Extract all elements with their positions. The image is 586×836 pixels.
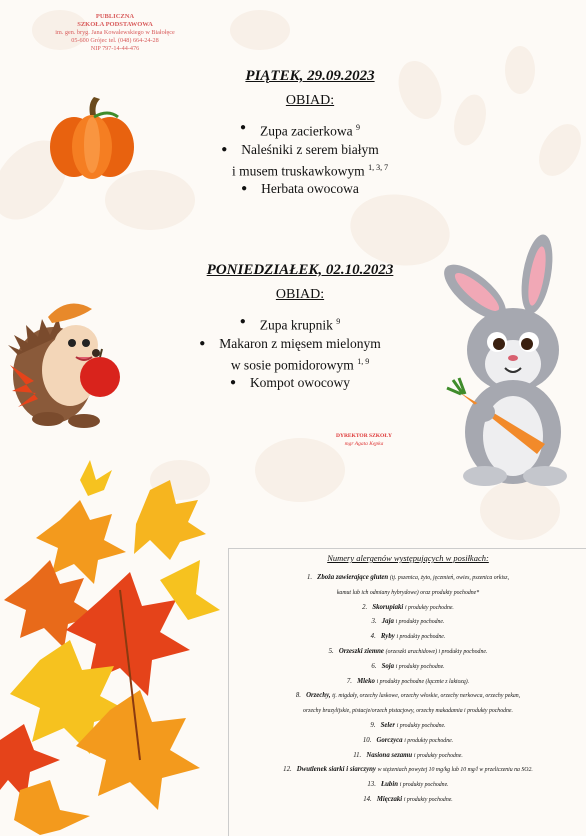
allergen-name: Skorupiaki — [372, 603, 404, 611]
allergen-item — [229, 734, 586, 749]
allergen-description: i produkty pochodne. — [396, 722, 446, 729]
day1-section — [170, 68, 450, 198]
allergen-description: i produkty pochodne. — [405, 604, 454, 611]
allergen-name: Jaja — [381, 618, 394, 626]
menu-item: ● Kompot owocowy — [229, 375, 351, 390]
bullet-icon: ● — [221, 143, 228, 155]
hedgehog-icon — [8, 295, 123, 435]
allergen-number: 14. — [363, 795, 372, 803]
allergen-name: Łubin — [381, 781, 398, 789]
allergen-number: 6. — [371, 662, 377, 670]
allergen-name: Gorczyca — [376, 736, 403, 744]
allergen-number: 4. — [370, 633, 376, 641]
allergen-description: (tj. pszenica, żyto, jęczmień, owies, pszenica orkisz, — [389, 575, 510, 581]
allergen-item — [229, 571, 586, 586]
director-signature — [300, 432, 428, 448]
menu-item: ● Makaron z mięsem mielonym — [199, 335, 381, 351]
allergen-list — [229, 571, 586, 808]
allergen-item — [229, 719, 586, 734]
stamp-line-2: SZKOŁA PODSTAWOWA — [77, 21, 153, 28]
allergen-item — [229, 793, 586, 808]
allergen-name: Orzeszki ziemne — [338, 647, 384, 655]
allergen-name: Nasiona sezamu — [366, 751, 413, 759]
bullet-icon: ● — [239, 316, 246, 327]
menu-item: w sosie pomidorowym $^{1, 9}$ — [230, 356, 370, 372]
menu-item: ● Zupa zacierkowa $^9$ — [170, 119, 450, 141]
allergen-number: 11. — [353, 751, 362, 759]
day2-meal-label: OBIAD: — [275, 287, 325, 302]
bullet-icon: ● — [241, 183, 248, 194]
allergen-description: i produkty pochodne. — [395, 663, 445, 670]
allergen-number: 8. — [295, 692, 301, 700]
allergen-legend — [228, 548, 586, 836]
allergen-item — [229, 645, 586, 660]
allergen-item — [229, 630, 586, 645]
allergen-name: Orzechy, — [306, 692, 331, 700]
allergen-number: 5. — [328, 647, 334, 655]
pumpkin-icon — [48, 95, 136, 183]
allergen-item — [229, 704, 586, 719]
stamp-line-5: NIP 797-14-44-476 — [90, 45, 140, 52]
allergen-item — [229, 660, 586, 675]
allergen-number: 3. — [371, 618, 377, 626]
director-title: DYREKTOR SZKOŁY — [336, 433, 392, 439]
day1-meal-label: OBIAD: — [285, 93, 335, 108]
bullet-icon: ● — [229, 377, 236, 388]
allergen-number: 12. — [283, 766, 292, 774]
allergen-description: i produkty pochodne. — [395, 619, 445, 626]
bullet-icon: ● — [240, 122, 247, 133]
stamp-line-1: PUBLICZNA — [95, 13, 135, 20]
allergen-name: Seler — [380, 721, 395, 729]
allergen-item — [229, 675, 586, 690]
bullet-icon: ● — [199, 337, 206, 349]
allergen-description: i produkty pochodne. — [399, 782, 449, 789]
allergen-description: tj. migdały, orzechy laskowe, orzechy włoskie, orzechy nerkowca, orzechy pekan, — [332, 693, 521, 700]
day2-section — [160, 262, 440, 392]
allergen-name: Mięczaki — [376, 795, 403, 803]
allergen-item — [229, 763, 586, 778]
allergen-header: Numery alergenów występujących w posiłkach: — [327, 553, 489, 563]
allergen-name: Mleko — [357, 677, 375, 685]
allergen-item — [229, 778, 586, 793]
allergen-number: 13. — [367, 781, 376, 789]
day2-title: PONIEDZIAŁEK, 02.10.2023 — [206, 262, 394, 278]
allergen-description: i produkty pochodne. — [404, 737, 454, 744]
allergen-description: i produkty pochodne. — [396, 634, 446, 641]
allergen-item — [229, 586, 586, 601]
stamp-line-3: im. gen. bryg. Jana Kowalewskiego w Białołęce — [55, 29, 175, 36]
allergen-description: i produkty pochodne (łącznie z laktozą). — [376, 678, 470, 685]
allergen-item — [229, 601, 586, 616]
bunny-icon — [425, 232, 585, 490]
director-name: mgr Agata Kępka — [344, 441, 384, 447]
allergen-description: kamut lub ich odmiany hybrydowe) oraz produkty pochodne* — [336, 589, 480, 596]
allergen-name: Ryby — [380, 633, 395, 641]
menu-item: ● Herbata owocowa — [241, 181, 359, 196]
day1-title: PIĄTEK, 29.09.2023 — [245, 68, 375, 84]
allergen-description: i produkty pochodne. — [403, 796, 453, 803]
menu-item: ● Naleśniki z serem białym — [221, 141, 379, 157]
autumn-leaves-icon — [0, 460, 228, 835]
day2-menu — [160, 313, 440, 392]
menu-item: ● Zupa krupnik $^9$ — [160, 313, 440, 335]
menu-item: i musem truskawkowym $^{1, 3, 7}$ — [231, 162, 389, 178]
allergen-name: Zboża zawierające gluten — [317, 574, 389, 581]
allergen-number: 7. — [346, 677, 353, 685]
allergen-number: 9. — [370, 721, 376, 729]
allergen-name: Soja — [381, 662, 395, 670]
allergen-number: 10. — [362, 736, 372, 744]
school-stamp — [20, 13, 210, 53]
allergen-description: w stężeniach powyżej 10 mg/kg lub 10 mg/l w przeliczeniu na SO2. — [377, 767, 533, 774]
allergen-number: 1. — [306, 574, 313, 581]
allergen-name: Dwutlenek siarki i siarczyny — [296, 766, 376, 774]
allergen-description: (orzeszki arachidowe) i produkty pochodne. — [385, 648, 488, 655]
allergen-item — [229, 615, 586, 630]
allergen-number: 2. — [362, 603, 368, 611]
day1-menu — [170, 119, 450, 198]
allergen-item — [229, 689, 586, 704]
allergen-item — [229, 749, 586, 764]
allergen-description: i produkty pochodne. — [413, 752, 463, 759]
allergen-description: orzechy brazylijskie, pistacje/orzech pistacjowy, orzechy makadamia i produkty pochodne. — [303, 708, 513, 715]
stamp-line-4: 05-600 Grójec tel. (048) 664-24-28 — [71, 37, 159, 44]
